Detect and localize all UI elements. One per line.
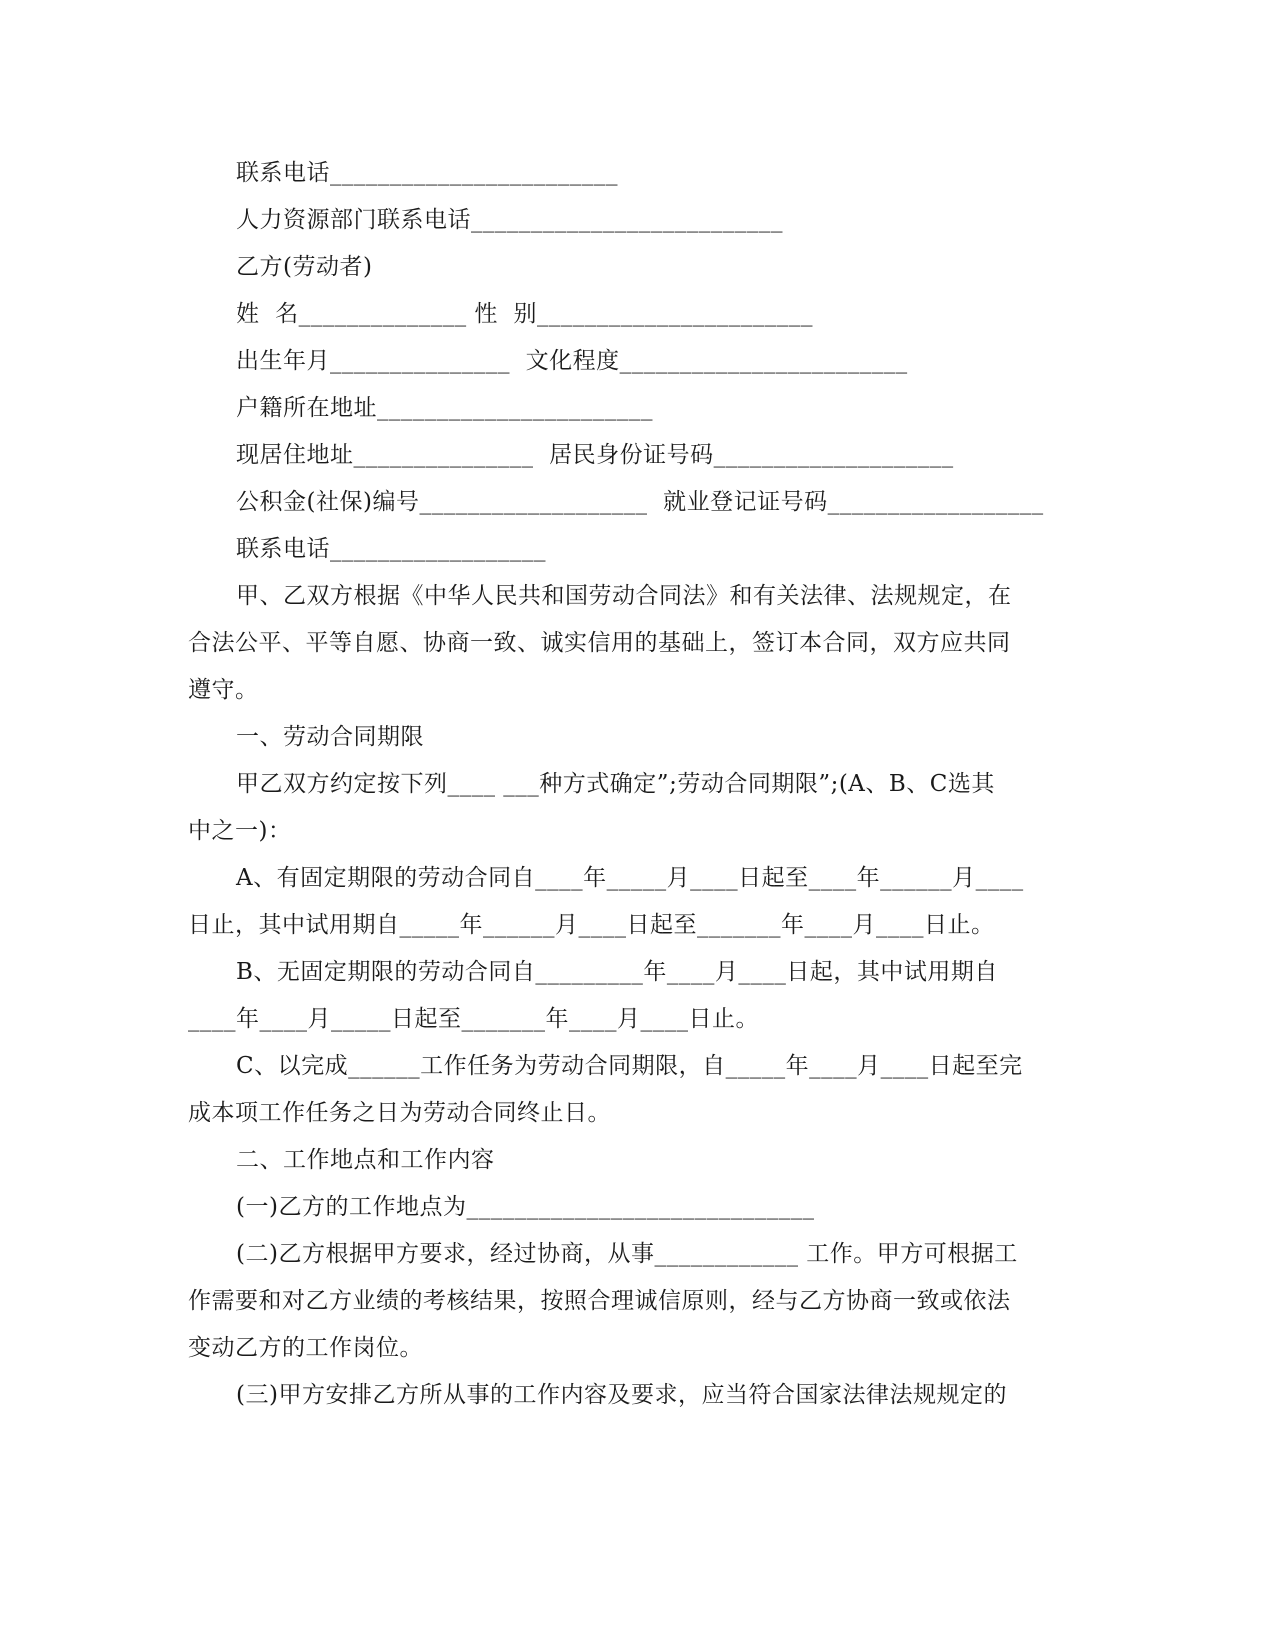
hr-contact-phone-line: 人力资源部门联系电话__________________________ xyxy=(236,207,783,233)
name-gender-line: 姓 名______________ 性 别_______________________ xyxy=(236,301,814,327)
section-2-heading: 二、工作地点和工作内容 xyxy=(236,1147,495,1173)
employer-contact-phone-line: 联系电话________________________ xyxy=(236,160,618,186)
option-a-line-2: 日止，其中试用期自_____年______月____日起至_______年____月____日止。 xyxy=(188,912,995,938)
birth-education-line: 出生年月_______________ 文化程度________________________ xyxy=(236,348,908,374)
work-content-line-3: 变动乙方的工作岗位。 xyxy=(188,1335,423,1361)
contract-text-body xyxy=(188,150,1048,1419)
preamble-line-1: 甲、乙双方根据《中华人民共和国劳动合同法》和有关法律、法规规定，在 xyxy=(236,583,1012,609)
employee-contact-phone-line: 联系电话__________________ xyxy=(236,536,546,562)
work-content-line-1: (二)乙方根据甲方要求，经过协商，从事____________ 工作。甲方可根据工 xyxy=(236,1241,1018,1267)
residence-id-line: 现居住地址_______________ 居民身份证号码____________________ xyxy=(236,442,954,468)
work-content-line-2: 作需要和对乙方业绩的考核结果，按照合理诚信原则，经与乙方协商一致或依法 xyxy=(188,1288,1011,1314)
term-method-line-2: 中之一)： xyxy=(188,818,292,844)
preamble-line-3: 遵守。 xyxy=(188,677,259,703)
work-requirements-line: (三)甲方安排乙方所从事的工作内容及要求，应当符合国家法律法规规定的 xyxy=(236,1382,1007,1408)
option-a-line-1: A、有固定期限的劳动合同自____年_____月____日起至____年______月____ xyxy=(236,865,1024,891)
option-b-line-2: ____年____月_____日起至_______年____月____日止。 xyxy=(188,1006,759,1032)
household-address-line: 户籍所在地址_______________________ xyxy=(236,395,653,421)
party-b-heading: 乙方(劳动者) xyxy=(236,254,373,280)
option-b-line-1: B、无固定期限的劳动合同自_________年____月____日起，其中试用期自 xyxy=(236,959,998,985)
preamble-line-2: 合法公平、平等自愿、协商一致、诚实信用的基础上，签订本合同，双方应共同 xyxy=(188,630,1011,656)
term-method-line-1: 甲乙双方约定按下列____ ___种方式确定”;劳动合同期限”;(A、B、C选其 xyxy=(236,771,995,797)
section-1-heading: 一、劳动合同期限 xyxy=(236,724,424,750)
option-c-line-1: C、以完成______工作任务为劳动合同期限，自_____年____月____日起至完 xyxy=(236,1053,1023,1079)
option-c-line-2: 成本项工作任务之日为劳动合同终止日。 xyxy=(188,1100,611,1126)
work-location-line: (一)乙方的工作地点为_____________________________ xyxy=(236,1194,815,1220)
fund-employment-line: 公积金(社保)编号___________________ 就业登记证号码__________________ xyxy=(236,489,1044,515)
